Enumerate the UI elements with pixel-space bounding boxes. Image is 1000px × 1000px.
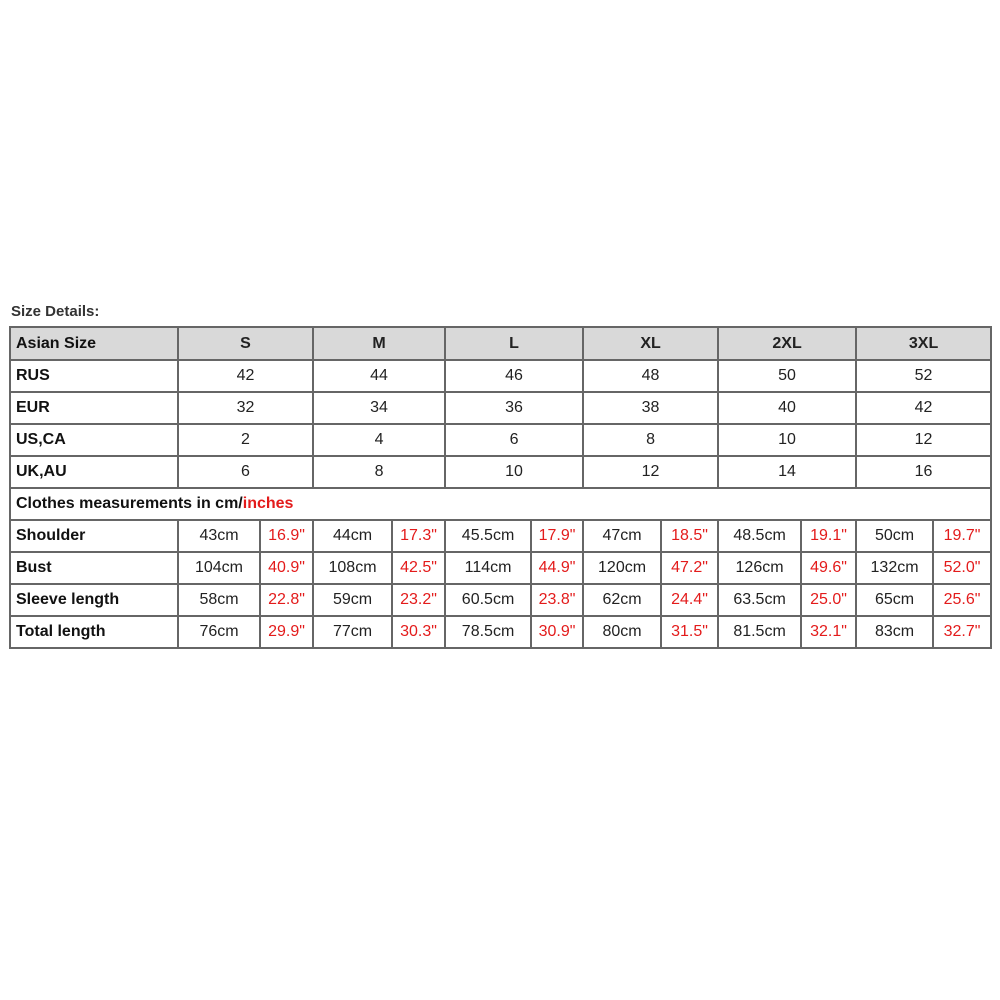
table-row [10, 424, 991, 456]
table-row [10, 392, 991, 424]
inch-value: 19.1" [801, 520, 856, 552]
inch-value: 52.0" [933, 552, 991, 584]
row-label: EUR [10, 392, 178, 424]
inch-value: 49.6" [801, 552, 856, 584]
header-row [10, 327, 991, 360]
conversion-value: 14 [718, 456, 856, 488]
conversion-value: 16 [856, 456, 991, 488]
cm-value: 47cm [583, 520, 661, 552]
inch-value: 23.2" [392, 584, 445, 616]
size-header-l: L [445, 327, 583, 360]
inch-value: 18.5" [661, 520, 718, 552]
row-label: Bust [10, 552, 178, 584]
table-row [10, 552, 991, 584]
inch-value: 25.6" [933, 584, 991, 616]
conversion-value: 8 [313, 456, 445, 488]
conversion-value: 12 [856, 424, 991, 456]
cm-value: 59cm [313, 584, 392, 616]
conversion-value: 8 [583, 424, 718, 456]
inch-value: 47.2" [661, 552, 718, 584]
cm-value: 48.5cm [718, 520, 801, 552]
header-label-cell: Asian Size [10, 327, 178, 360]
measurements-heading-prefix: Clothes measurements in cm/ [16, 495, 243, 512]
cm-value: 45.5cm [445, 520, 531, 552]
conversion-value: 6 [178, 456, 313, 488]
conversion-value: 10 [445, 456, 583, 488]
size-header-m: M [313, 327, 445, 360]
conversion-value: 12 [583, 456, 718, 488]
cm-value: 78.5cm [445, 616, 531, 648]
conversion-value: 36 [445, 392, 583, 424]
cm-value: 50cm [856, 520, 933, 552]
cm-value: 43cm [178, 520, 260, 552]
table-row [10, 360, 991, 392]
cm-value: 65cm [856, 584, 933, 616]
size-header-2xl: 2XL [718, 327, 856, 360]
cm-value: 63.5cm [718, 584, 801, 616]
inch-value: 40.9" [260, 552, 313, 584]
size-header-xl: XL [583, 327, 718, 360]
cm-value: 108cm [313, 552, 392, 584]
table-row [10, 520, 991, 552]
row-label: UK,AU [10, 456, 178, 488]
cm-value: 80cm [583, 616, 661, 648]
conversion-value: 4 [313, 424, 445, 456]
inch-value: 30.9" [531, 616, 583, 648]
inch-value: 44.9" [531, 552, 583, 584]
cm-value: 104cm [178, 552, 260, 584]
inch-value: 31.5" [661, 616, 718, 648]
cm-value: 77cm [313, 616, 392, 648]
row-label: Sleeve length [10, 584, 178, 616]
row-label: Total length [10, 616, 178, 648]
conversion-value: 34 [313, 392, 445, 424]
table-row [10, 456, 991, 488]
inch-value: 32.7" [933, 616, 991, 648]
cm-value: 58cm [178, 584, 260, 616]
measurements-heading [10, 488, 991, 520]
conversion-value: 42 [856, 392, 991, 424]
row-label: RUS [10, 360, 178, 392]
measurements-heading-row [10, 488, 991, 520]
inch-value: 29.9" [260, 616, 313, 648]
row-label: US,CA [10, 424, 178, 456]
inch-value: 17.9" [531, 520, 583, 552]
size-header-3xl: 3XL [856, 327, 991, 360]
conversion-value: 2 [178, 424, 313, 456]
conversion-value: 32 [178, 392, 313, 424]
inch-value: 42.5" [392, 552, 445, 584]
cm-value: 126cm [718, 552, 801, 584]
table-row [10, 584, 991, 616]
inch-value: 24.4" [661, 584, 718, 616]
conversion-value: 50 [718, 360, 856, 392]
page-title: Size Details: [11, 303, 100, 320]
cm-value: 83cm [856, 616, 933, 648]
inch-value: 25.0" [801, 584, 856, 616]
conversion-value: 48 [583, 360, 718, 392]
conversion-value: 44 [313, 360, 445, 392]
conversion-value: 38 [583, 392, 718, 424]
size-chart-table [9, 326, 992, 649]
inch-value: 22.8" [260, 584, 313, 616]
cm-value: 76cm [178, 616, 260, 648]
table-row [10, 616, 991, 648]
cm-value: 114cm [445, 552, 531, 584]
inch-value: 32.1" [801, 616, 856, 648]
cm-value: 60.5cm [445, 584, 531, 616]
cm-value: 132cm [856, 552, 933, 584]
conversion-value: 46 [445, 360, 583, 392]
inch-value: 19.7" [933, 520, 991, 552]
cm-value: 62cm [583, 584, 661, 616]
inch-value: 16.9" [260, 520, 313, 552]
conversion-value: 42 [178, 360, 313, 392]
inch-value: 17.3" [392, 520, 445, 552]
row-label: Shoulder [10, 520, 178, 552]
conversion-value: 52 [856, 360, 991, 392]
size-header-s: S [178, 327, 313, 360]
measurements-heading-unit: inches [242, 495, 294, 512]
conversion-value: 6 [445, 424, 583, 456]
conversion-value: 10 [718, 424, 856, 456]
cm-value: 81.5cm [718, 616, 801, 648]
cm-value: 120cm [583, 552, 661, 584]
cm-value: 44cm [313, 520, 392, 552]
inch-value: 23.8" [531, 584, 583, 616]
inch-value: 30.3" [392, 616, 445, 648]
conversion-value: 40 [718, 392, 856, 424]
